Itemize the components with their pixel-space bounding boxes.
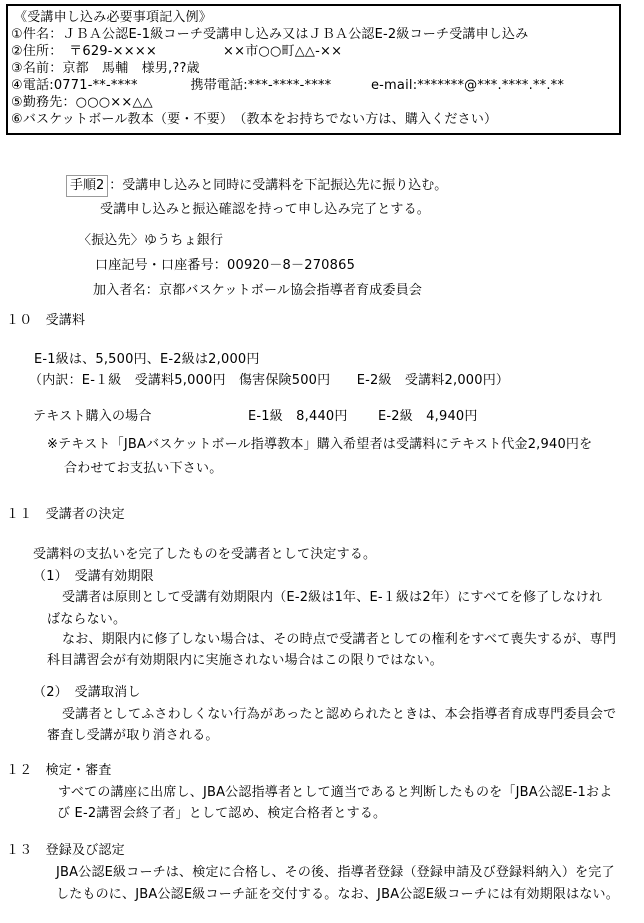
section11-item1-line2: ばならない。 xyxy=(47,612,127,627)
example-box-title: 《受講申し込み必要事項記入例》 xyxy=(14,10,213,25)
example-line-name: ③名前：京都 馬輔 様男,??歳 xyxy=(11,61,200,76)
section11-intro: 受講料の支払いを完了したものを受講者として決定する。 xyxy=(33,547,377,562)
section11-item1-line3: なお、期限内に修了しない場合は、その時点で受講者としての権利をすべて喪失するが、専門 xyxy=(62,632,617,647)
section10-fees: E-1級は、5,500円、E-2級は2,000円 xyxy=(34,352,260,367)
example-line-subject: ①件名：ＪＢＡ公認E-1級コーチ受講申し込み又はＪＢＡ公認E-2級コーチ受講申し込み xyxy=(11,27,529,42)
section10-breakdown: （内訳：E-１級 受講料5,000円 傷害保険500円 E-2級 受講料2,000円） xyxy=(29,373,510,388)
section11-item1-line4: 科目講習会が有効期限内に実施されない場合はこの限りではない。 xyxy=(47,653,444,668)
payee-holder: 加入者名：京都バスケットボール協会指導者育成委員会 xyxy=(93,283,423,298)
section12-line1: すべての講座に出席し、JBA公認指導者として適当であると判断したものを「JBA公認E-1およ xyxy=(58,785,613,800)
example-line-address: ②住所： 〒629-×××× ××市○○町△△-×× xyxy=(11,44,343,59)
example-line-textbook: ⑥バスケットボール教本（要・不要） （教本をお持ちでない方は、購入ください） xyxy=(11,112,498,127)
example-line-phone-email: ④電話:0771-**-**** 携帯電話:***-****-**** e-mail:*******@***.****.**.** xyxy=(11,78,565,93)
section10-heading: １０ 受講料 xyxy=(6,313,86,328)
step2-text-line1: ：受講申し込みと同時に受講料を下記振込先に振り込む。 xyxy=(109,178,448,193)
step2-row xyxy=(66,175,447,197)
section12-line2: び E-2講習会終了者」として認め、検定合格者とする。 xyxy=(57,806,387,821)
payee-bank: 〈振込先〉ゆうちょ銀行 xyxy=(78,233,224,248)
section10-textbook-e2: E-2級 4,940円 xyxy=(378,409,478,424)
section10-textbook-e1: E-1級 8,440円 xyxy=(248,409,348,424)
payee-account: 口座記号・口座番号：00920－8－270865 xyxy=(95,258,356,273)
section11-item2-line1: 受講者としてふさわしくない行為があったと認められたときは、本会指導者育成専門委員会で xyxy=(62,707,617,722)
section10-note-line2: 合わせてお支払い下さい。 xyxy=(64,461,223,476)
section11-item1-title: （1） 受講有効期限 xyxy=(33,569,154,584)
section10-textbook-label: テキスト購入の場合 xyxy=(33,409,152,424)
step2-label-box: 手順2 xyxy=(66,175,108,197)
section13-line1: JBA公認E級コーチは、検定に合格し、その後、指導者登録（登録申請及び登録料納入）を完了 xyxy=(56,865,615,880)
step2-text-line2: 受講申し込みと振込確認を持って申し込み完了とする。 xyxy=(100,202,431,217)
section12-heading: １２ 検定・審査 xyxy=(6,763,112,778)
section11-heading: １１ 受講者の決定 xyxy=(6,507,125,522)
example-line-workplace: ⑤勤務先：○○○××△△ xyxy=(11,95,153,110)
section13-heading: １３ 登録及び認定 xyxy=(6,843,125,858)
section11-item2-line2: 審査し受講が取り消される。 xyxy=(47,728,219,743)
section11-item1-line1: 受講者は原則として受講有効期限内（E-2級は1年、E-１級は2年）にすべてを修了しなけれ xyxy=(62,590,603,605)
section11-item2-title: （2） 受講取消し xyxy=(33,685,141,700)
section13-line2: したものに、JBA公認E級コーチ証を交付する。なお、JBA公認E級コーチには有効期限はない。 xyxy=(56,887,619,902)
section10-note-line1: ※テキスト「JBAバスケットボール指導教本」購入希望者は受講料にテキスト代金2,940円を xyxy=(47,437,593,452)
